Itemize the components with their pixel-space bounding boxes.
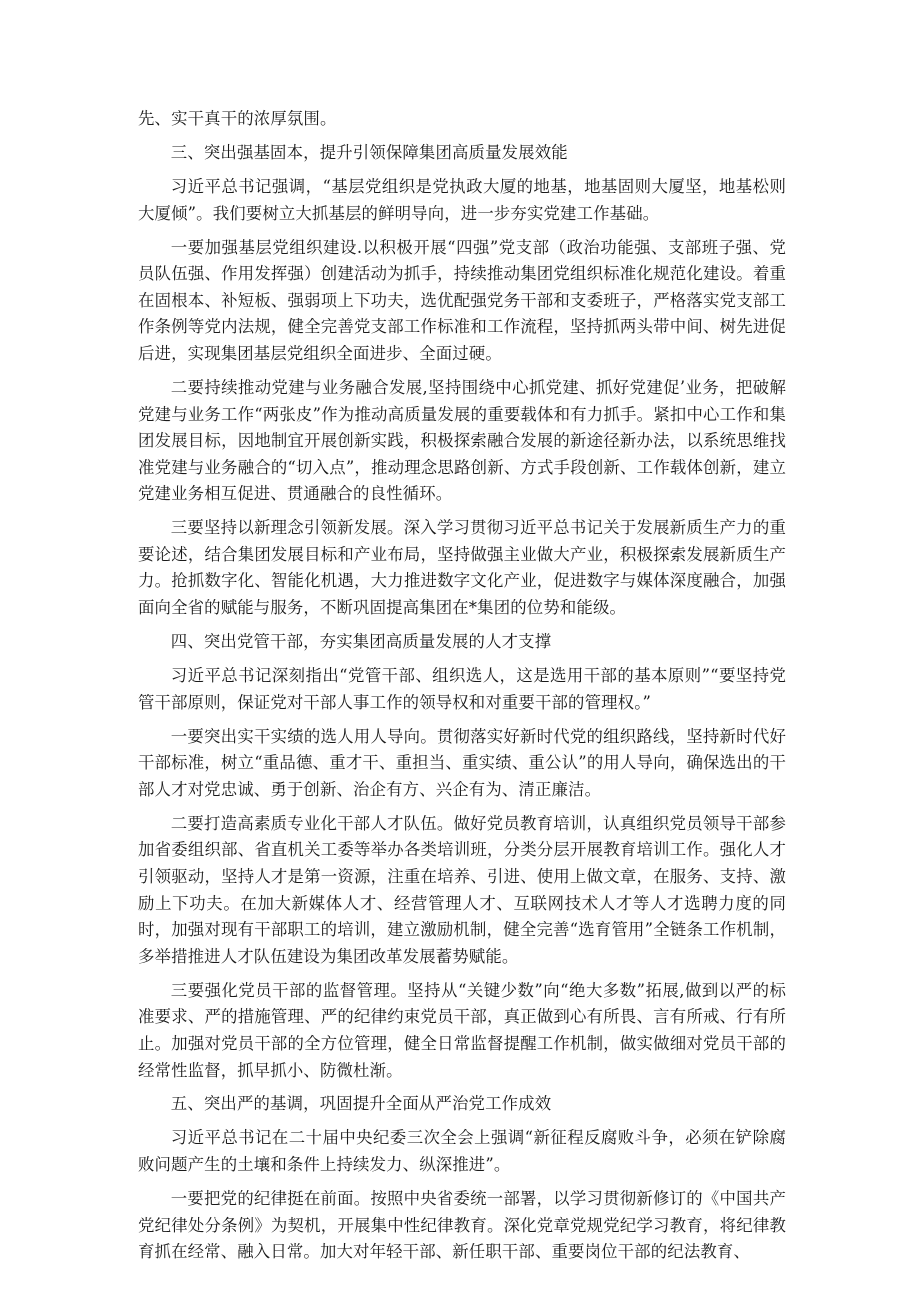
paragraph-quote-grassroots: 习近平总书记强调，“基层党组织是党执政大厦的地基，地基固则大厦坚，地基松则大厦倾”。我们要树立大抓基层的鲜明导向，进一步夯实党建工作基础。 xyxy=(138,176,786,223)
section-heading-4: 四、突出党管干部，夯实集团高质量发展的人才支撑 xyxy=(170,632,552,652)
paragraph-point-1-discipline: 一要把党的纪律挺在前面。按照中央省委统一部署，以学习贯彻新修订的《中国共产党纪律处分条例》为契机，开展集中性纪律教育。深化党章党规党纪学习教育，将纪律教育抓在经常、融入日常。加大对年轻干部、新任职干部、重要岗位干部的纪法教育、 xyxy=(138,1189,786,1262)
section-heading-5: 五、突出严的基调，巩固提升全面从严治党工作成效 xyxy=(170,1094,552,1114)
paragraph-point-3-supervision: 三要强化党员干部的监督管理。坚持从“关键少数”向“绝大多数”拓展,做到以严的标准要求、严的措施管理、严的纪律约束党员干部，真正做到心有所畏、言有所戒、行有所止。加强对党员干部的全方位管理，健全日常监督提醒工作机制，做实做细对党员干部的经常性监督，抓早抓小、防微杜渐。 xyxy=(138,980,786,1080)
paragraph-quote-anticorruption: 习近平总书记在二十届中央纪委三次全会上强调“新征程反腐败斗争，必须在铲除腐败问题产生的土壤和条件上持续发力、纵深推进”。 xyxy=(138,1128,786,1175)
paragraph-point-2-integration: 二要持续推动党建与业务融合发展,坚持围绕中心抓党建、抓好党建促’业务，把破解党建与业务工作“两张皮”作为推动高质量发展的重要载体和有力抓手。紧扣中心工作和集团发展目标，因地制宜开展创新实践，积极探索融合发展的新途径新办法，以系统思维找准党建与业务融合的“切入点”，推动理念思路创新、方式手段创新、工作载体创新，建立党建业务相互促进、贯通融合的良性循环。 xyxy=(138,377,786,504)
paragraph-point-2-talent: 二要打造高素质专业化干部人才队伍。做好党员教育培训，认真组织党员领导干部参加省委组织部、省直机关工委等举办各类培训班，分类分层开展教育培训工作。强化人才引领驱动，坚持人才是第一资源，注重在培养、引进、使用上做文章，在服务、支持、激励上下功夫。在加大新媒体人才、经营管理人才、互联网技术人才等人才选聘力度的同时，加强对现有干部职工的培训，建立激励机制，健全完善“选育管用”全链条工作机制，多举措推进人才队伍建设为集团改革发展蓄势赋能。 xyxy=(138,813,786,966)
paragraph-point-3-new-development: 三要坚持以新理念引领新发展。深入学习贯彻习近平总书记关于发展新质生产力的重要论述，结合集团发展目标和产业布局，坚持做强主业做大产业，积极探索发展新质生产力。抢抓数字化、智能化机遇，大力推进数字文化产业，促进数字与媒体深度融合，加强面向全省的赋能与服务，不断巩固提高集团在*集团的位势和能级。 xyxy=(138,518,786,618)
section-heading-3: 三、突出强基固本，提升引领保障集团高质量发展效能 xyxy=(170,142,568,162)
paragraph-point-1-branch-building: 一要加强基层党组织建设.以积极开展“四强”党支部（政治功能强、支部班子强、党员队伍强、作用发挥强）创建活动为抓手，持续推动集团党组织标准化规范化建设。着重在固根本、补短板、强弱项上下功夫，选优配强党务干部和支委班子，严格落实党支部工作条例等党内法规，健全完善党支部工作标准和工作流程，坚持抓两头带中间、树先进促后进，实现集团基层党组织全面进步、全面过硬。 xyxy=(138,237,786,363)
paragraph-continuation: 先、实干真干的浓厚氛围。 xyxy=(138,109,337,128)
paragraph-quote-cadres: 习近平总书记深刻指出“党管干部、组织选人，这是选用干部的基本原则”“要坚持党管干部原则，保证党对干部人事工作的领导权和对重要干部的管理权。” xyxy=(138,666,786,712)
document-page xyxy=(138,106,786,1273)
paragraph-point-1-selection: 一要突出实干实绩的选人用人导向。贯彻落实好新时代党的组织路线，坚持新时代好干部标准，树立“重品德、重才干、重担当、重实绩、重公认”的用人导向，确保选出的干部人才对党忠诚、勇于创新、治企有方、兴企有为、清正廉洁。 xyxy=(138,726,786,799)
